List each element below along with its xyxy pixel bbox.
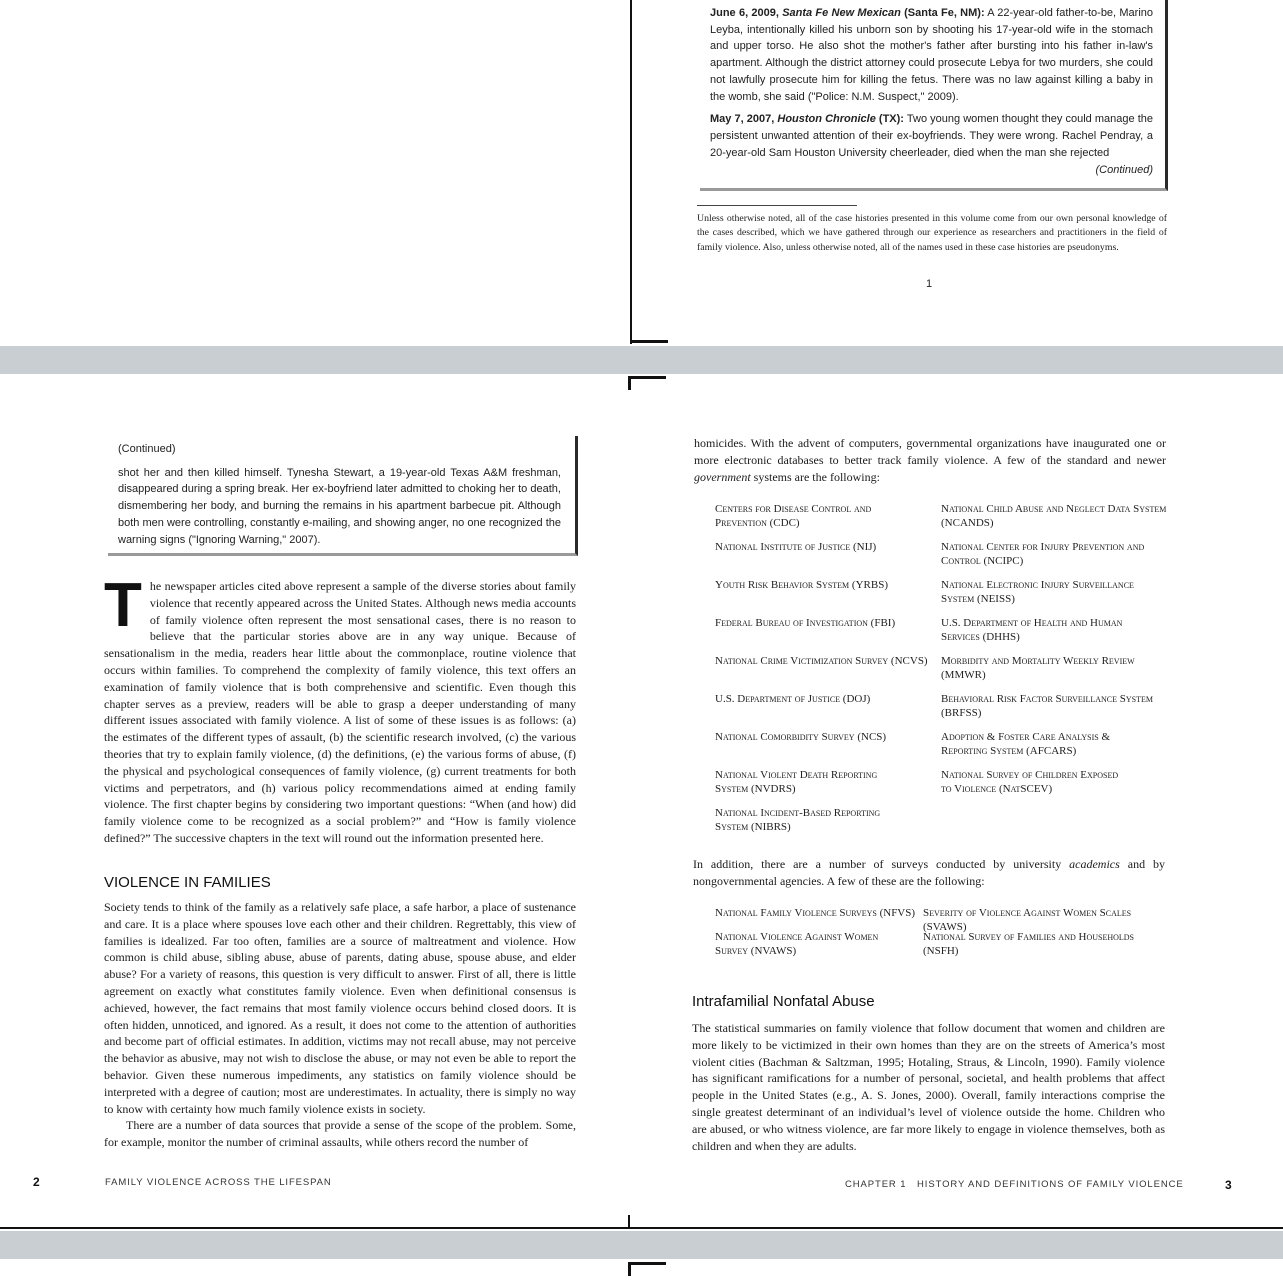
source-line: Control (NCIPC) <box>941 555 1024 567</box>
source-line: (MMWR) <box>941 669 986 681</box>
source-list-item <box>923 930 1168 957</box>
continued-label: (Continued) <box>118 443 176 455</box>
running-head: CHAPTER 1 HISTORY AND DEFINITIONS OF FAMILY VIOLENCE <box>845 1179 1184 1190</box>
source-line: System (NEISS) <box>941 593 1015 605</box>
case-history-box <box>108 436 578 556</box>
source-line: National Survey of Families and Households (NSFH) <box>923 931 1135 957</box>
source-line: Morbidity and Mortality Weekly Review <box>941 655 1135 667</box>
source-line: National Electronic Injury Surveillance <box>941 579 1134 591</box>
source-list-item <box>923 906 1168 933</box>
source-line: Reporting System (AFCARS) <box>941 745 1077 757</box>
source-list-item <box>715 502 930 540</box>
source-line: Centers for Disease Control and <box>715 503 872 515</box>
source-list-item <box>715 616 930 654</box>
source-list-item <box>941 540 1171 578</box>
fold-mark <box>628 376 631 390</box>
page-gap-top <box>0 346 1283 374</box>
source-list-item <box>715 578 930 616</box>
source-list-item <box>715 906 925 930</box>
government-systems-right <box>941 502 1171 806</box>
source-list-item <box>715 768 930 806</box>
source-list-item <box>941 502 1171 540</box>
paragraph: Society tends to think of the family as a relatively safe place, a safe harbor, a place of sustenance and care. It is a place where spouses love each other and their children. Regrettably, this view of families is idealized. Far too often, families are a source of maltreatment and violence. How common is child abuse, sibling abuse, abuse of parents, dating abuse, spouse abuse, and elder abuse? For a variety of reasons, this question is very difficult to answer. First of all, there is little agreement on exactly what constitutes family violence. Even when definitional consensus is achieved, however, the fact remains that most family violence occurs behind closed doors. It is often hidden, unnoticed, and ignored. As a result, it does not come to the attention of authorities and become part of official estimates. In addition, victims may not recall abuse, may not perceive the behavior as abusive, may not wish to disclose the abuse, or may not even be able to report the behavior. Given these numerous impediments, any statistics on family violence should be interpreted with a degree of caution; most are underestimates. In actuality, there is simply no way to know with certainty how much family violence exists in society. <box>104 900 576 1116</box>
gutter-line-top <box>630 0 632 344</box>
body-text <box>104 899 576 1151</box>
source-line: Severity of Violence Against Women Scales (SVAWS) <box>923 907 1132 933</box>
case-entry: shot her and then killed himself. Tynesha Stewart, a 19-year-old Texas A&M freshman, disappeared during a spring break. Her ex-boyfriend later admitted to choking her to death, dismembering her body, and burning the remains in his apartment barbecue pit. Although both men were controlling, constantly e-mailing, and showing anger, no one recognized the warning signs ("Ignoring Warning," 2007). <box>118 466 561 546</box>
section-heading: Intrafamilial Nonfatal Abuse <box>692 993 875 1010</box>
case-entry: June 6, 2009, Santa Fe New Mexican (Santa Fe, NM): A 22-year-old father-to-be, Marino Leyba, intentionally killed his unborn son by shooting his 17-year-old wife in the stomach and upper torso. He also shot the mother's father after bursting into his father in-law's apartment. Although the district attorney could prosecute Lebya for two murders, she could not lawfully prosecute him for killing the fetus. There was no law against killing a baby in the womb, she said ("Police: N.M. Suspect," 2009). <box>710 7 1153 103</box>
survey-list-right <box>923 906 1168 957</box>
source-list-item <box>941 692 1171 730</box>
running-head: FAMILY VIOLENCE ACROSS THE LIFESPAN <box>105 1177 332 1188</box>
intro-paragraph: T he newspaper articles cited above represent a sample of the diverse stories about family violence that recently appeared across the United States. Although news media accounts of family violence often represent the most sensational cases, there is no reason to believe that the particular stories above are in any way unique. Because of sensationalism in the media, readers hear little about the commonplace, routine violence that occurs within families. To comprehend the complexity of family violence, this text offers an examination of family violence that is both comprehensive and scientific. Even though this chapter serves as a preview, readers will be able to grasp a deeper understanding of many different issues associated with family violence. A list of some of these issues is as follows: (a) the estimates of the different types of assault, (b) the scientific research involved, (c) the various theories that try to explain family violence, (d) the definitions, (e) the various forms of abuse, (f) the physical and psychological consequences of family violence, (g) current treatments for both victims and perpetrators, and (h) various policy recommendations aimed at ending family violence. The first chapter begins by considering two important questions: “When (and how) did family violence come to be recognized as a social problem?” and “How is family violence defined?” The successive chapters in the text will round out the information presented here. <box>104 571 576 845</box>
fold-mark <box>628 1262 631 1276</box>
source-line: National Comorbidity Survey (NCS) <box>715 731 887 743</box>
paragraph: There are a number of data sources that provide a sense of the scope of the problem. Some, for example, monitor the number of criminal assaults, while others record the number of <box>104 1118 576 1150</box>
source-list-item <box>941 616 1171 654</box>
source-list-item <box>941 768 1171 806</box>
source-line: National Crime Victimization Survey (NCVS) <box>715 655 928 667</box>
source-list-item <box>941 578 1171 616</box>
source-list-item <box>715 930 925 957</box>
source-line: Survey (NVAWS) <box>715 945 797 957</box>
page-number: 2 <box>33 1175 40 1189</box>
source-line: National Center for Injury Prevention and <box>941 541 1145 553</box>
source-list-item <box>941 730 1171 768</box>
page-number: 1 <box>926 278 933 290</box>
source-line: National Incident-Based Reporting <box>715 807 881 819</box>
paragraph: The statistical summaries on family violence that follow document that women and children are more likely to be victimized in their own homes than they are on the streets of America’s most violent cities (Bachman & Saltzman, 1995; Hotaling, Straus, & Lincoln, 1990). Family violence has significant ramifications for a number of personal, societal, and health problems that affect people in the United States (e.g., A. S. Jones, 2000). Overall, family interactions comprise the single greatest determinant of an individual’s level of violence outside the home. Children who are abused, or who witness violence, are far more likely to engage in violence themselves, both as children and when they are adults. <box>692 1021 1165 1153</box>
source-line: Youth Risk Behavior System (YRBS) <box>715 579 888 591</box>
intro-paragraph: homicides. With the advent of computers, governmental organizations have inaugurated one or more electronic databases to better track family violence. A few of the standard and newer government systems are the following: <box>694 436 1166 484</box>
section-heading: VIOLENCE IN FAMILIES <box>104 874 271 891</box>
source-line: System (NIBRS) <box>715 821 791 833</box>
source-line: Behavioral Risk Factor Surveillance System <box>941 693 1153 705</box>
source-line: National Family Violence Surveys (NFVS) <box>715 907 916 919</box>
source-line: Services (DHHS) <box>941 631 1020 643</box>
continued-label: (Continued) <box>1095 164 1153 177</box>
source-line: to Violence (NatSCEV) <box>941 783 1053 795</box>
source-line: (BRFSS) <box>941 707 982 719</box>
source-list-item <box>715 654 930 692</box>
survey-list-left <box>715 906 925 957</box>
footnote: Unless otherwise noted, all of the case histories presented in this volume come from our own personal knowledge of the cases described, which we have gathered through our experience as researchers and practitioners in the field of family violence. Also, unless otherwise noted, all of the names used in these case histories are pseudonyms. <box>697 213 1167 253</box>
source-line: U.S. Department of Health and Human <box>941 617 1123 629</box>
source-line: U.S. Department of Justice (DOJ) <box>715 693 871 705</box>
page-edge-line <box>0 1227 1283 1229</box>
footnote-rule <box>697 205 857 206</box>
source-line: Prevention (CDC) <box>715 517 800 529</box>
fold-mark <box>630 340 668 343</box>
government-systems-left <box>715 502 930 844</box>
case-history-box <box>700 0 1168 191</box>
source-list-item <box>715 730 930 768</box>
source-line: System (NVDRS) <box>715 783 796 795</box>
source-list-item <box>941 654 1171 692</box>
drop-cap: T <box>104 571 142 640</box>
source-line: Federal Bureau of Investigation (FBI) <box>715 617 896 629</box>
source-line: National Violent Death Reporting <box>715 769 878 781</box>
source-line: National Violence Against Women <box>715 931 879 943</box>
source-line: Adoption & Foster Care Analysis & <box>941 731 1111 743</box>
source-list-item <box>715 806 930 844</box>
fold-mark <box>628 376 666 379</box>
source-line: National Institute of Justice (NIJ) <box>715 541 877 553</box>
source-line: National Child Abuse and Neglect Data System <box>941 503 1167 515</box>
source-list-item <box>715 692 930 730</box>
fold-mark <box>628 1262 666 1265</box>
case-entry: May 7, 2007, Houston Chronicle (TX): Two young women thought they could manage the persistent unwanted attention of their ex-boyfriends. They were wrong. Rachel Pendray, a 20-year-old Sam Houston University cheerleader, died when the man she rejected <box>710 113 1153 159</box>
page-number: 3 <box>1225 1178 1232 1192</box>
page-gap-bottom <box>0 1231 1283 1259</box>
source-line: National Survey of Children Exposed <box>941 769 1119 781</box>
source-list-item <box>715 540 930 578</box>
survey-intro: In addition, there are a number of surveys conducted by university academics and by nongovernmental agencies. A few of these are the following: <box>693 857 1166 888</box>
source-line: (NCANDS) <box>941 517 994 529</box>
